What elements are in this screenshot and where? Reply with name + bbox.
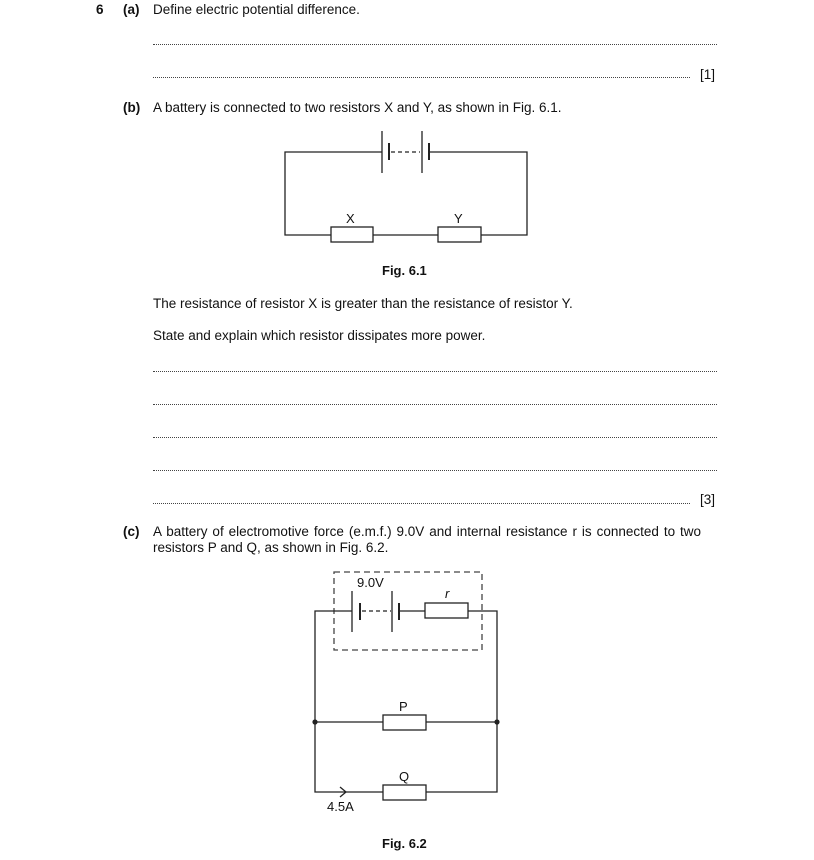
part-c-label: (c) — [123, 524, 140, 539]
fig-6-1-caption: Fig. 6.1 — [382, 263, 427, 278]
resistor-p — [383, 715, 426, 730]
resistor-q — [383, 785, 426, 800]
part-b-label: (b) — [123, 100, 141, 115]
part-c-question-line2: resistors P and Q, as shown in Fig. 6.2. — [153, 540, 389, 555]
resistor-q-label: Q — [399, 769, 410, 784]
fig-6-2-circuit — [315, 572, 497, 800]
part-b-marks: [3] — [700, 492, 716, 507]
resistor-x — [331, 227, 373, 242]
answer-line[interactable] — [153, 437, 717, 438]
resistor-y-label: Y — [454, 211, 463, 226]
part-b-question: A battery is connected to two resistors X and Y, as shown in Fig. 6.1. — [153, 100, 562, 115]
fig-6-1-circuit — [285, 131, 527, 242]
junction-dot — [494, 719, 499, 724]
internal-resistance-label: r — [445, 586, 450, 601]
emf-label: 9.0V — [357, 575, 384, 590]
current-label: 4.5A — [327, 799, 354, 814]
resistor-p-label: P — [399, 699, 408, 714]
fig-6-2-caption: Fig. 6.2 — [382, 836, 427, 851]
resistor-x-label: X — [346, 211, 355, 226]
answer-line[interactable] — [153, 470, 717, 471]
part-b-statement: The resistance of resistor X is greater than the resistance of resistor Y. — [153, 296, 573, 311]
internal-resistor — [425, 603, 468, 618]
part-b-question-2: State and explain which resistor dissipates more power. — [153, 328, 486, 343]
part-c-question-line1: A battery of electromotive force (e.m.f.) 9.0V and internal resistance r is connected to two — [153, 524, 702, 539]
answer-line[interactable] — [153, 503, 690, 504]
part-a-label: (a) — [123, 2, 140, 17]
answer-line[interactable] — [153, 404, 717, 405]
junction-dot — [312, 719, 317, 724]
resistor-y — [438, 227, 481, 242]
question-number: 6 — [96, 2, 104, 17]
part-a-question: Define electric potential difference. — [153, 2, 360, 17]
answer-line[interactable] — [153, 371, 717, 372]
part-a-marks: [1] — [700, 67, 716, 82]
